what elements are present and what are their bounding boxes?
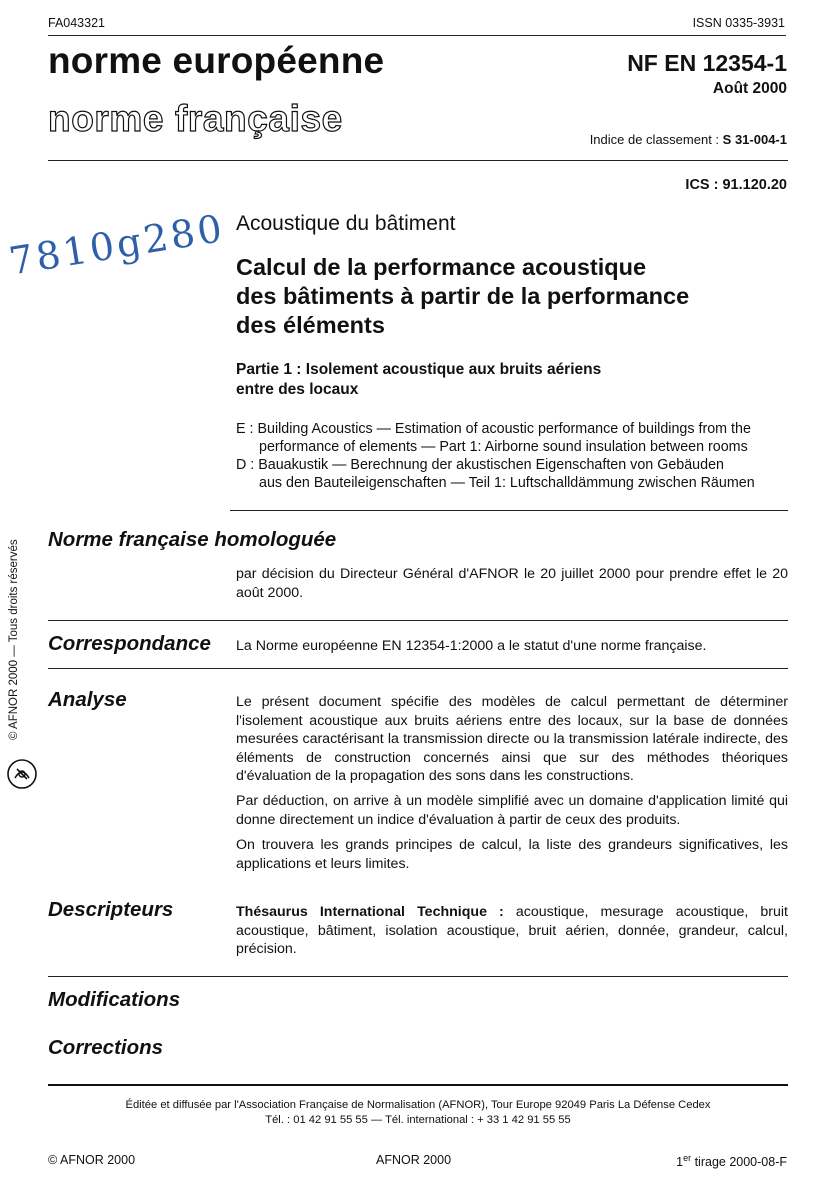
part-title-line-2: entre des locaux <box>236 381 359 398</box>
text-descripteurs <box>236 903 788 959</box>
footer-tirage <box>676 1153 787 1169</box>
text-analyse-p3: On trouvera les grands principes de calcul, la liste des grandeurs significatives, les applications et leurs limites. <box>236 837 788 872</box>
text-correspondance: La Norme européenne EN 12354-1:2000 a le statut d'une norme française. <box>236 638 707 654</box>
text-analyse-p1: Le présent document spécifie des modèles de calcul permettant de déterminer l'isolement acoustique aux bruits aériens entre des locaux, sur la base de données mesurées caractérisant la transmission directe ou la transmission latérale indirecte, des éléments de construction concernés ainsi que sur des méthodes théoriques d'évaluation de la propagation des sons dans les constructions. <box>236 694 788 784</box>
main-title-line-3: des éléments <box>236 312 385 338</box>
text-homologuee: par décision du Directeur Général d'AFNOR le 20 juillet 2000 pour prendre effet le 20 août 2000. <box>236 566 788 601</box>
rule-correspondance <box>48 668 788 669</box>
part-title <box>236 360 796 400</box>
document-id: FA043321 <box>48 16 105 30</box>
heading-analyse: Analyse <box>48 688 127 711</box>
main-title-line-2: des bâtiments à partir de la performance <box>236 283 690 309</box>
handwritten-number: 7810g280 <box>6 205 228 284</box>
tirage-prefix: 1 <box>676 1155 684 1170</box>
norme-europeenne-title: norme européenne <box>48 40 385 81</box>
heading-corrections: Corrections <box>48 1036 164 1059</box>
text-analyse-p2: Par déduction, on arrive à un modèle simplifié avec un domaine d'application limité qui donne directement un indice d'évaluation à partir de ceux des produits. <box>236 793 788 828</box>
rule-descripteurs <box>48 976 788 977</box>
heading-correspondance: Correspondance <box>48 632 211 655</box>
main-title <box>236 253 796 340</box>
tirage-sup: er <box>683 1153 692 1163</box>
descripteurs-text: acoustique, mesurage acoustique, bruit acoustique, bâtiment, isolation acoustique, bruit aérien, donnée, grandeur, calcul, précision. <box>236 904 788 957</box>
header-rule <box>48 160 788 161</box>
side-copyright: © AFNOR 2000 — Tous droits réservés <box>8 539 20 740</box>
subject: Acoustique du bâtiment <box>236 212 456 235</box>
rule-homologuee <box>48 620 788 621</box>
indice-classement <box>590 132 787 147</box>
part-title-line-1: Partie 1 : Isolement acoustique aux bruits aériens <box>236 361 602 378</box>
descripteurs-label: Thésaurus International Technique : <box>236 904 504 920</box>
footer-center: AFNOR 2000 <box>376 1153 452 1167</box>
title-rule <box>230 510 788 511</box>
german-title-line-1: D : Bauakustik — Berechnung der akustischen Eigenschaften von Gebäuden <box>236 457 724 473</box>
norme-francaise-title: norme française <box>48 98 343 139</box>
issn: ISSN 0335-3931 <box>692 16 785 30</box>
translations <box>236 420 796 492</box>
publisher-line-1: Éditée et diffusée par l'Association Française de Normalisation (AFNOR), Tour Europe 92049 Paris La Défense Cedex <box>125 1099 711 1111</box>
english-title-line-2: performance of elements — Part 1: Airborne sound insulation between rooms <box>259 439 748 455</box>
publication-date: Août 2000 <box>712 80 787 97</box>
main-title-line-1: Calcul de la performance acoustique <box>236 254 647 280</box>
indice-value: S 31-004-1 <box>722 132 787 147</box>
nf-code: NF EN 12354-1 <box>627 50 787 76</box>
top-rule <box>48 35 786 36</box>
footer-copyright: © AFNOR 2000 <box>48 1153 136 1167</box>
tirage-suffix: tirage 2000-08-F <box>691 1155 787 1170</box>
english-title-line-1: E : Building Acoustics — Estimation of acoustic performance of buildings from the <box>236 421 751 437</box>
heading-modifications: Modifications <box>48 988 181 1011</box>
ics-code: ICS : 91.120.20 <box>685 177 787 193</box>
german-title-line-2: aus den Bauteileigenschaften — Teil 1: Luftschalldämmung zwischen Räumen <box>259 475 755 491</box>
indice-label: Indice de classement : <box>589 132 720 147</box>
footer-rule <box>48 1084 788 1086</box>
publisher-line-2: Tél. : 01 42 91 55 55 — Tél. international : + 33 1 42 91 55 55 <box>265 1114 571 1126</box>
publisher-info <box>48 1098 788 1128</box>
heading-descripteurs: Descripteurs <box>48 898 174 921</box>
afnor-logo-icon <box>6 758 38 790</box>
heading-homologuee: Norme française homologuée <box>48 528 337 551</box>
